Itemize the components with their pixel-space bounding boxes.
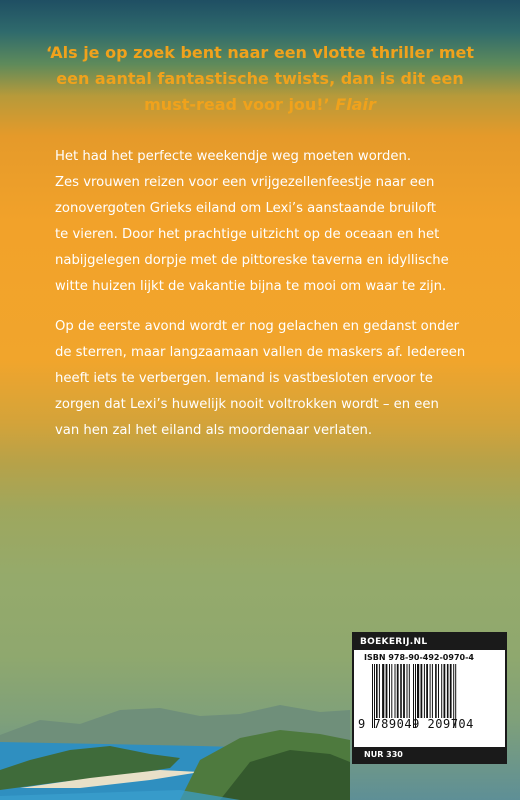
barcode-bar xyxy=(386,664,388,718)
barcode-bar xyxy=(426,664,428,718)
review-quote xyxy=(30,40,490,118)
blurb-line: de sterren, maar langzaamaan vallen de maskers af. Iedereen xyxy=(55,345,466,360)
blurb-line: witte huizen lijkt de vakantie bijna te mooi om waar te zijn. xyxy=(55,279,447,294)
barcode-bar xyxy=(389,664,390,718)
barcode-bar xyxy=(409,664,410,718)
barcode-bar xyxy=(382,664,384,718)
barcode-bar xyxy=(400,664,402,718)
barcode-bar xyxy=(447,664,449,718)
barcode-bar xyxy=(421,664,423,718)
barcode-bar xyxy=(438,664,439,718)
barcode-block xyxy=(352,632,507,764)
barcode-bar xyxy=(395,664,396,718)
blurb-paragraph-2 xyxy=(55,314,495,444)
barcode-bar xyxy=(403,664,405,718)
barcode-bar xyxy=(407,664,408,718)
isbn-number: ISBN 978-90-492-0970-4 xyxy=(364,653,474,662)
barcode-bar xyxy=(391,664,392,718)
publisher-website: BOEKERIJ.NL xyxy=(354,634,505,650)
blurb-line: heeft iets te verbergen. Iemand is vastbesloten ervoor te xyxy=(55,371,433,386)
barcode-bar xyxy=(376,664,378,718)
blurb-line: Het had het perfecte weekendje weg moeten worden. xyxy=(55,149,412,164)
barcode-bar xyxy=(397,664,399,718)
blurb-line: zorgen dat Lexi’s huwelijk nooit voltrokken wordt – en een xyxy=(55,397,439,412)
barcode-bar xyxy=(444,664,446,718)
barcode-bar xyxy=(430,664,431,718)
quote-source: Flair xyxy=(335,95,376,114)
blurb-line: Zes vrouwen reizen voor een vrijgezellenfeestje naar een xyxy=(55,175,435,190)
barcode-bar xyxy=(424,664,425,718)
barcode-bar xyxy=(435,664,437,718)
barcode-bar xyxy=(450,664,452,718)
quote-text: ‘Als je op zoek bent naar een vlotte thriller met een aantal fantastische twists, dan is dit een must-read voor jou!’ xyxy=(45,43,474,114)
blurb-line: nabijgelegen dorpje met de pittoreske taverna en idyllische xyxy=(55,253,449,268)
barcode-bar xyxy=(379,664,380,718)
blurb-line: te vieren. Door het prachtige uitzicht op de oceaan en het xyxy=(55,227,440,242)
blurb-line: Op de eerste avond wordt er nog gelachen en gedanst onder xyxy=(55,319,460,334)
barcode-bar xyxy=(417,664,419,718)
nur-code: NUR 330 xyxy=(354,747,505,762)
ean-digits: 9 789049 209704 xyxy=(358,717,474,731)
blurb-line: van hen zal het eiland als moordenaar verlaten. xyxy=(55,423,373,438)
barcode-bar xyxy=(441,664,442,718)
blurb-line: zonovergoten Grieks eiland om Lexi’s aanstaande bruiloft xyxy=(55,201,437,216)
blurb-paragraph-1 xyxy=(55,144,495,300)
barcode-bar xyxy=(432,664,433,718)
